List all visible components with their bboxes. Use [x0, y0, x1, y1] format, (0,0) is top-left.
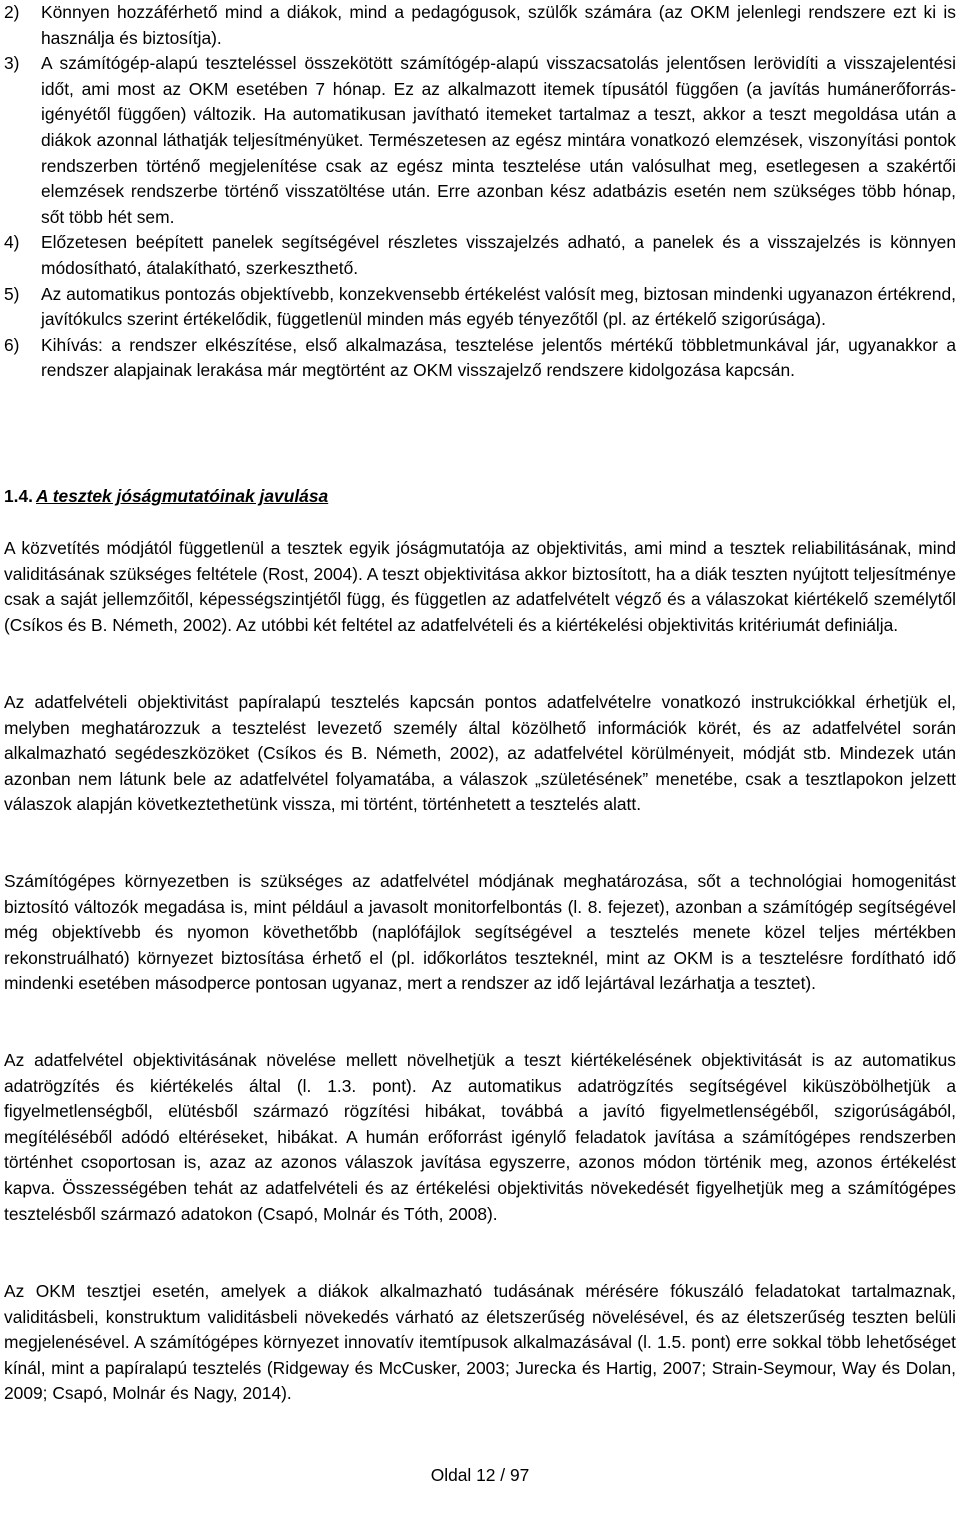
- list-item-number: 2): [4, 2, 20, 22]
- list-item-text: A számítógép-alapú teszteléssel összekötött számítógép-alapú visszacsatolás jelentősen lerövidíti a visszajelentési időt, ami most az OKM esetében 7 hónap. Ez az alkalmazott itemek típusától függően (a javítás humánerőforrás-igényétől függően) változik. Ha automatikusan javítható itemeket tartalmaz a teszt, akkor a teszt megoldása után a diákok azonnal láthatják teljesítményüket. Természetesen az egész mintára vonatkozó elemzések, viszonyítási pontok rendszerben történő megjelenítése csak az egész minta tesztelése után valósulhat meg, esetlegesen a szakértői elemzések rendszerbe történő visszatöltése után. Erre azonban kész adatbázis esetén nem szükséges több hónap, sőt több hét sem.: [41, 53, 956, 227]
- body-paragraph: Számítógépes környezetben is szükséges az adatfelvétel módjának meghatározása, sőt a technológiai homogenitást biztosító változók megadása is, mint például a javasolt monitorfelbontás (l. 8. fejezet), azonban a számítógép segítségével még objektívebb és nyomon követhetőbb (naplófájlok segítségével a tesztelés menete közel teljes mértékben rekonstruálható) környezet biztosítása érhető el (pl. időkorlátos teszteknél, mint az OKM is a tesztelésre fordítható idő mindenki esetében másodperce pontosan ugyanaz, mert a rendszer az idő lejártával lezárhatja a tesztet).: [4, 871, 956, 994]
- body-paragraph: Az adatfelvétel objektivitásának növelése mellett növelhetjük a teszt kiértékelésének objektivitását is az automatikus adatrögzítés és kiértékelés által (l. 1.3. pont). Az automatikus adatrögzítés segítségével kiküszöbölhetjük a figyelmetlenségből, elütésből származó rögzítési hibákat, továbbá a javító figyelmetlenségéből, szigorúságából, megítéléséből adódó eltéréseket, hibákat. A humán erőforrást igénylő feladatok javítása a számítógépes rendszerben történhet csoportosan is, azaz az azonos válaszok javítása egyszerre, azonos módon történik meg, azonos értékelést kapva. Összességében tehát az adatfelvételi és az értékelési objektivitás növekedését figyelhetjük meg a számítógépes tesztelésből származó adatokon (Csapó, Molnár és Tóth, 2008).: [4, 1050, 956, 1224]
- list-item-text: Könnyen hozzáférhető mind a diákok, mind a pedagógusok, szülők számára (az OKM jelenlegi rendszere ezt ki is használja és biztosítja).: [41, 2, 956, 48]
- list-item-text: Az automatikus pontozás objektívebb, konzekvensebb értékelést valósít meg, biztosan mindenki ugyanazon értékrend, javítókulcs szerint értékelődik, függetlenül minden más egyéb tényezőtől (pl. az értékelő szigorúsága).: [41, 283, 956, 330]
- numbered-list: [4, 0, 956, 384]
- section-number: 1.4.: [4, 486, 34, 506]
- body-paragraph: A közvetítés módjától függetlenül a tesztek egyik jóságmutatója az objektivitás, ami mind a tesztek reliabilitásának, mind validitásának szükséges feltétele (Rost, 2004). A teszt objektivitása akkor biztosított, ha a diák teszten nyújtott teljesítménye csak a saját jellemzőitől, képességszintjétől függ, és független az adatfelvételt végző és a válaszokat kiértékelő személytől (Csíkos és B. Németh, 2002). Az utóbbi két feltétel az adatfelvételi és a kiértékelési objektivitás kritériumát definiálja.: [4, 538, 956, 635]
- list-item-number: 5): [4, 283, 20, 304]
- list-item: [4, 282, 956, 333]
- list-item: [4, 230, 956, 281]
- list-item: [4, 51, 956, 230]
- body-paragraph: Az adatfelvételi objektivitást papíralapú tesztelés kapcsán pontos adatfelvételre vonatkozó instrukciókkal érhetjük el, melyben meghatározzuk a tesztelést levezető személy által közölhető információk körét, és az adatfelvétel során alkalmazható segédeszközöket (Csíkos és B. Németh, 2002), az adatfelvétel körülményeit, módját stb. Mindezek után azonban nem látunk bele az adatfelvétel folyamatába, a válaszok „születésének” menetébe, csak a tesztlapokon jelzett válaszok alapján következtethetünk vissza, mi történt, történhetett a tesztelés alatt.: [4, 692, 956, 815]
- list-item-text: Kihívás: a rendszer elkészítése, első alkalmazása, tesztelése jelentős mértékű többletmunkával jár, ugyanakkor a rendszer alapjainak lerakása már megtörtént az OKM visszajelző rendszere kidolgozása kapcsán.: [41, 334, 956, 381]
- list-item-number: 4): [4, 232, 20, 253]
- list-item-text: Előzetesen beépített panelek segítségével részletes visszajelzés adható, a panelek és a visszajelzés is könnyen módosítható, átalakítható, szerkeszthető.: [41, 232, 956, 278]
- list-item-number: 6): [4, 334, 20, 355]
- list-item-number: 3): [4, 53, 20, 74]
- body-paragraph: Az OKM tesztjei esetén, amelyek a diákok alkalmazható tudásának mérésére fókuszáló feladatokat tartalmaznak, validitásbeli, konstruktum validitásbeli növekedés várható az életszerűség növelésével, és az életszerűség teszten belüli megjelenésével. A számítógépes környezet innovatív itemtípusok alkalmazásával (l. 1.5. pont) erre sokkal több lehetőséget kínál, mint a papíralapú tesztelés (Ridgeway és McCusker, 2003; Jurecka és Hartig, 2007; Strain-Seymour, Way és Dolan, 2009; Csapó, Molnár és Nagy, 2014).: [4, 1281, 956, 1404]
- list-item: [4, 333, 956, 384]
- list-item: [4, 0, 956, 51]
- section-title: A tesztek jóságmutatóinak javulása: [36, 486, 329, 506]
- page-footer: Oldal 12 / 97: [430, 1465, 530, 1485]
- section-heading: [4, 484, 328, 510]
